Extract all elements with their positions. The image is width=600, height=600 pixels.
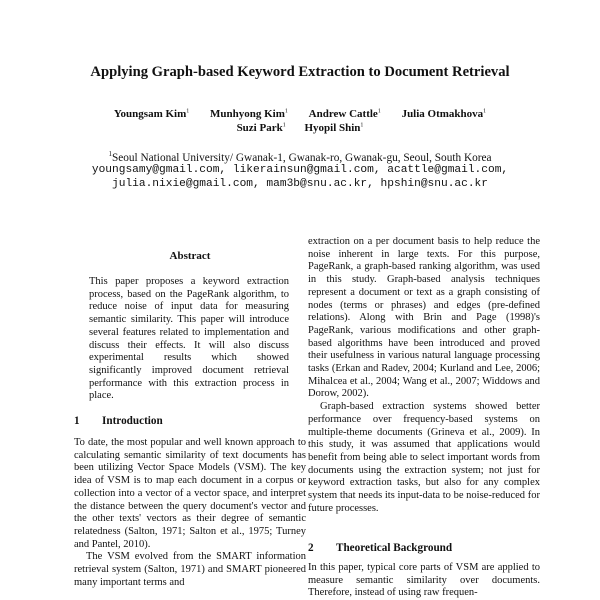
author-line-1 xyxy=(0,108,600,120)
abstract-text: This paper proposes a keyword extraction process, based on the PageRank algorithm, to reduce noise of input data for measuring semantic similarity. This paper will introduce several features related to implementation and discuss their effects. It will also discuss experimental results which showed significantly improved document retrieval performance with this extraction process in place. xyxy=(89,276,289,402)
author-line-2 xyxy=(0,122,600,134)
abstract-heading: Abstract xyxy=(169,250,211,262)
author: Munhyong Kim$^1$ xyxy=(210,108,288,120)
author: Julia Otmakhova$^1$ xyxy=(401,108,487,120)
right-column-body xyxy=(308,236,540,515)
background-body xyxy=(308,562,540,600)
paper-title: Applying Graph-based Keyword Extraction to Document Retrieval xyxy=(90,64,510,80)
author: Youngsam Kim$^1$ xyxy=(113,108,190,120)
paragraph: In this paper, typical core parts of VSM are applied to measure semantic similarity over documents. Therefore, instead of using raw frequen- xyxy=(308,562,540,599)
paragraph: extraction on a per document basis to help reduce the noise inherent in large texts. For this purpose, PageRank, a graph-based ranking algorithm, was used in this study. Graph-based analysis techniques represent a document or text as a graph consisting of nodes (terms or phrases) and edges (pre-defined relations). Along with Brin and Page (1998)'s PageRank, various modifications and other graph-based algorithms have been introduced and proved their usefulness in various natural language processing tasks (Erkan and Radev, 2004; Kurland and Lee, 2006; Mihalcea et al., 2004; Wang et al., 2007; Widdows and Dorow, 2002). xyxy=(308,236,540,400)
author: Andrew Cattle$^1$ xyxy=(308,108,381,120)
email-line-1: youngsamy@gmail.com, likerainsun@gmail.com, acattle@gmail.com, xyxy=(91,164,509,176)
author: Suzi Park$^1$ xyxy=(236,122,286,134)
paragraph: The VSM evolved from the SMART information retrieval system (Salton, 1971) and SMART pioneered many important terms and xyxy=(74,551,306,588)
introduction-body xyxy=(74,437,306,589)
paragraph: Graph-based extraction systems showed better performance over frequency-based systems on multiple-theme documents (Grineva et al., 2009). In this study, it was assumed that applications would benefit from being able to select important words from documents using the extraction system; not just for keyword extraction tasks, but also for any complex system that needs its input-data to be noise-reduced for future processes. xyxy=(308,401,540,514)
section-heading-introduction: 1 Introduction xyxy=(74,415,163,427)
section-heading-background: 2 Theoretical Background xyxy=(308,542,453,554)
paragraph: To date, the most popular and well known approach to calculating semantic similarity of text documents has been utilizing Vector Space Models (VSM). The key idea of VSM is to map each document in a corpus or collection into a vector of a vector space, and interpret the distance between the query document's vector and the other texts' vectors as their degree of semantic relatedness (Salton, 1971; Salton et al., 1975; Turney and Pantel, 2010). xyxy=(74,437,306,550)
author: Hyopil Shin$^1$ xyxy=(304,122,364,134)
email-line-2: julia.nixie@gmail.com, mam3b@snu.ac.kr, hpshin@snu.ac.kr xyxy=(112,178,488,190)
affiliation: $^1$Seoul National University/ Gwanak-1, Gwanak-ro, Gwanak-gu, Seoul, South Korea xyxy=(108,150,492,164)
